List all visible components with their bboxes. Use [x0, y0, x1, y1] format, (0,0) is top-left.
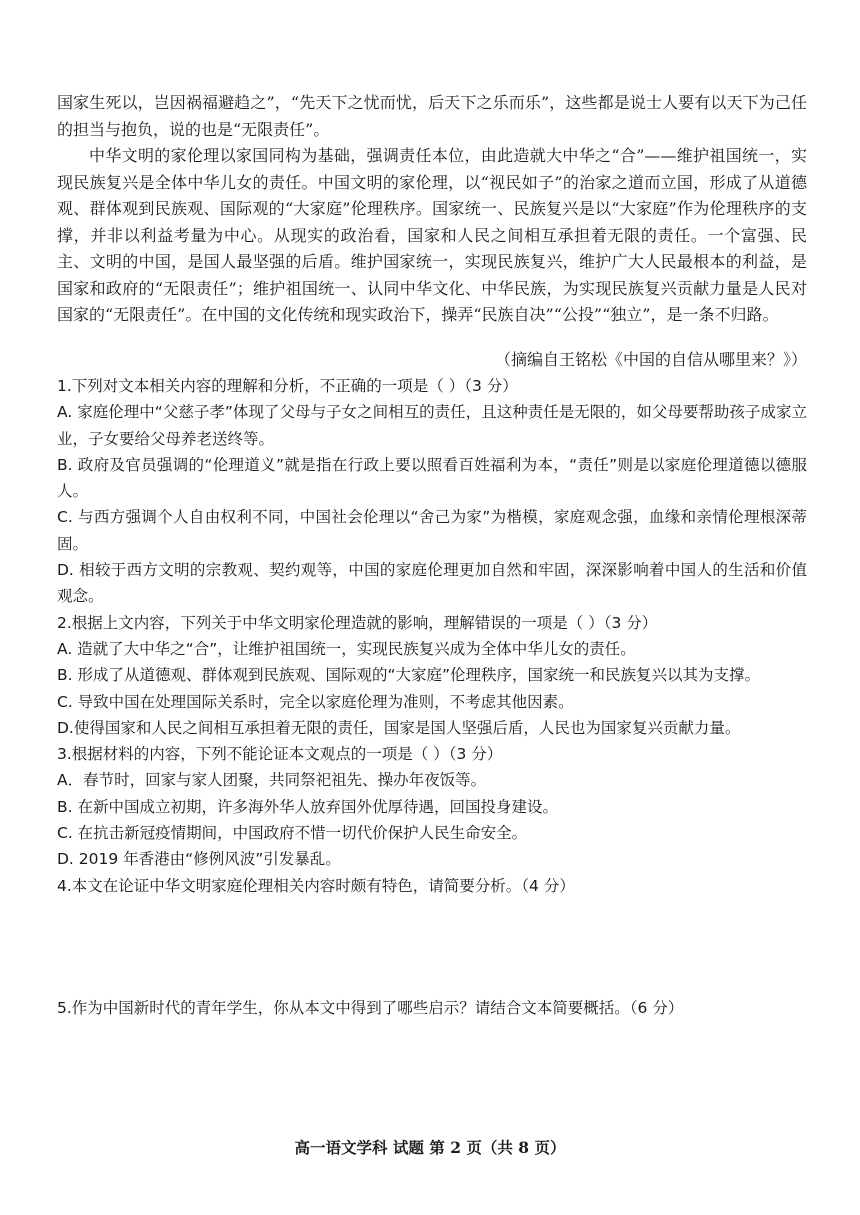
- question-list: [57, 373, 807, 899]
- question-3-stem: 3.根据材料的内容，下列不能论证本文观点的一项是（ ）（3 分）: [57, 745, 503, 764]
- question-1-stem: 1.下列对文本相关内容的理解和分析，不正确的一项是（ ）（3 分）: [57, 377, 518, 395]
- question-2-option-d: D.使得国家和人民之间相互承担着无限的责任，国家是国人坚强后盾，人民也为国家复兴贡献力量。: [57, 718, 741, 737]
- question-2-option-a: A. 造就了大中华之“合”，让维护祖国统一，实现民族复兴成为全体中华儿女的责任。: [57, 639, 636, 658]
- question-3-option-d: D. 2019 年香港由“修例风波”引发暴乱。: [57, 850, 341, 869]
- question-2-option-b: B. 形成了从道德观、群体观到民族观、国际观的“大家庭”伦理秩序，国家统一和民族复兴以其为支撑。: [57, 666, 761, 685]
- question-1-option-d: D. 相较于西方文明的宗教观、契约观等，中国的家庭伦理更加自然和牢固，深深影响着中国人的生活和价值观念。: [57, 561, 807, 606]
- question-1-option-c: C. 与西方强调个人自由权利不同，中国社会伦理以“舍己为家”为楷模，家庭观念强，血缘和亲情伦理根深蒂固。: [57, 508, 807, 553]
- reading-passage: [57, 90, 807, 329]
- passage-paragraph-2: 中华文明的家伦理以家国同构为基础，强调责任本位，由此造就大中华之“合”——维护祖国统一，实现民族复兴是全体中华儿女的责任。中国文明的家伦理，以“视民如子”的治家之道而立国，形成了从道德观、群体观到民族观、国际观的“大家庭”伦理秩序。国家统一、民族复兴是以“大家庭”作为伦理秩序的支撑，并非以利益考量为中心。从现实的政治看，国家和人民之间相互承担着无限的责任。一个富强、民主、文明的中国，是国人最坚强的后盾。维护国家统一，实现民族复兴，维护广大人民最根本的利益，是国家和政府的“无限责任”；维护祖国统一、认同中华文化、中华民族，为实现民族复兴贡献力量是人民对国家的“无限责任”。在中国的文化传统和现实政治下，操弄“民族自决”“公投”“独立”，是一条不归路。: [57, 146, 807, 324]
- page-footer: 高一语文学科 试题 第 2 页（共 8 页）: [294, 1138, 566, 1157]
- passage-paragraph-1: 国家生死以，岂因祸福避趋之”，“先天下之忧而忧，后天下之乐而乐”，这些都是说士人要有以天下为己任的担当与抱负，说的也是“无限责任”。: [57, 93, 807, 139]
- passage-source: （摘编自王铭松《中国的自信从哪里来？》）: [494, 350, 807, 369]
- question-2-option-c: C. 导致中国在处理国际关系时，完全以家庭伦理为准则，不考虑其他因素。: [57, 692, 574, 711]
- question-3-option-b: B. 在新中国成立初期，许多海外华人放弃国外优厚待遇，回国投身建设。: [57, 797, 558, 816]
- question-1-option-b: B. 政府及官员强调的“伦理道义”就是指在行政上要以照看百姓福利为本，“责任”则是以家庭伦理道德以德服人。: [57, 455, 807, 501]
- question-3-option-a: A．春节时，回家与家人团聚，共同祭祀祖先、操办年夜饭等。: [57, 771, 487, 790]
- question-2-stem: 2.根据上文内容，下列关于中华文明家伦理造就的影响，理解错误的一项是（ ）（3 分）: [57, 613, 658, 632]
- question-4-stem: 4.本文在论证中华文明家庭伦理相关内容时颇有特色，请简要分析。（4 分）: [57, 876, 575, 895]
- question-1-option-a: A. 家庭伦理中“父慈子孝”体现了父母与子女之间相互的责任，且这种责任是无限的，如父母要帮助孩子成家立业，子女要给父母养老送终等。: [57, 403, 807, 448]
- question-3-option-c: C. 在抗击新冠疫情期间，中国政府不惜一切代价保护人民生命安全。: [57, 824, 528, 843]
- question-5-stem: 5.作为中国新时代的青年学生，你从本文中得到了哪些启示？请结合文本简要概括。（6 分）: [57, 999, 684, 1017]
